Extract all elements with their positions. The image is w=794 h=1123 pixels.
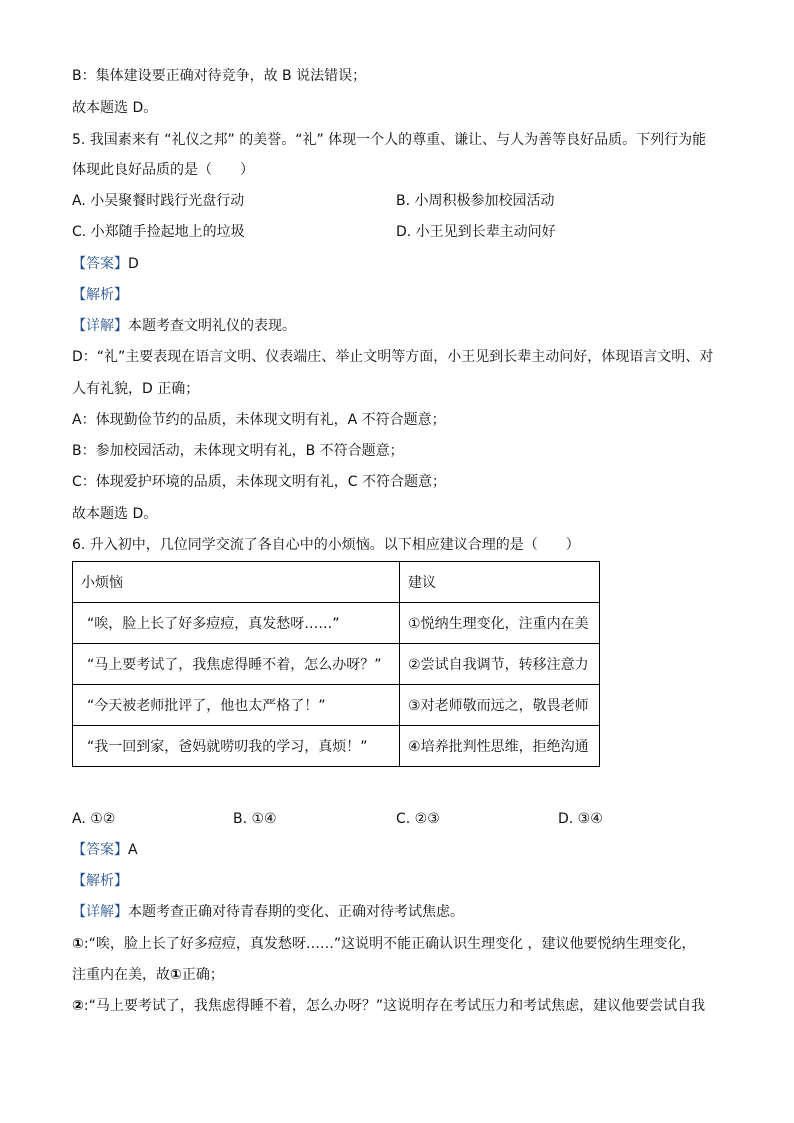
- q5-explain-d-line1: D：“礼”主要表现在语言文明、仪表端庄、举止文明等方面，小王见到长辈主动问好，体现语言文明、对: [72, 349, 714, 365]
- q5-explain-c: C：体现爱护环境的品质，未体现文明有礼，C 不符合题意；: [72, 474, 446, 490]
- q5-option-b: B. 小周积极参加校园活动: [396, 193, 555, 209]
- q5-answer: [72, 254, 139, 274]
- q6-option-d: D. ③④: [558, 811, 603, 827]
- q6-answer-label: 【答案】: [72, 842, 128, 858]
- circled-one-mark: ①: [72, 936, 84, 952]
- q5-stem-line1: 5. 我国素来有 “礼仪之邦” 的美誉。“礼” 体现一个人的尊重、谦让、与人为善等良好品质。下列行为能: [72, 132, 707, 148]
- q5-detail: [72, 316, 296, 336]
- q6-explain-1-pre: 注重内在美，故: [72, 967, 170, 983]
- q5-stem-line2: 体现此良好品质的是（ ）: [72, 162, 254, 178]
- q5-option-d: D. 小王见到长辈主动问好: [396, 224, 556, 240]
- conclusion-prev: 故本题选 D。: [72, 100, 158, 116]
- table-cell-worry: “今天被老师批评了，他也太严格了！”: [73, 685, 400, 726]
- q6-option-c: C. ②③: [396, 811, 440, 827]
- table-cell-worry: “马上要考试了，我焦虑得睡不着，怎么办呀？”: [73, 644, 400, 685]
- table-header-worry: 小烦恼: [73, 562, 400, 603]
- q6-explain-1-text: :“唉，脸上长了好多痘痘，真发愁呀……”这说明不能正确认识生理变化 ，建议他要悦纳生理变化，: [83, 936, 696, 952]
- q5-option-a: A. 小吴聚餐时践行光盘行动: [72, 193, 245, 209]
- table-row: [73, 685, 600, 726]
- table-cell-worry: “我一回到家，爸妈就唠叨我的学习，真烦！”: [73, 726, 400, 767]
- table-cell-advice: ①悦纳生理变化，注重内在美: [400, 603, 600, 644]
- table-header-row: [73, 562, 600, 603]
- q5-explain-a: A：体现勤俭节约的品质，未体现文明有礼，A 不符合题意；: [72, 412, 446, 428]
- q6-explain-1-line2: [72, 965, 224, 985]
- q6-option-b: B. ①④: [233, 811, 277, 827]
- q6-analysis-label: 【解析】: [72, 873, 128, 889]
- q6-explain-1-line1: [72, 934, 696, 954]
- table-cell-worry: “唉，脸上长了好多痘痘，真发愁呀……”: [73, 603, 400, 644]
- q5-explain-d-line2: 人有礼貌，D 正确；: [72, 381, 200, 397]
- table-row: [73, 726, 600, 767]
- q6-answer-value: A: [128, 842, 138, 858]
- q5-option-c: C. 小郑随手捡起地上的垃圾: [72, 224, 245, 240]
- q6-detail-label: 【详解】: [72, 904, 128, 920]
- q6-stem: 6. 升入初中，几位同学交流了各自心中的小烦恼。以下相应建议合理的是（ ）: [72, 537, 580, 553]
- q5-analysis-label: 【解析】: [72, 287, 128, 303]
- table-cell-advice: ③对老师敬而远之，敬畏老师: [400, 685, 600, 726]
- q5-conclusion: 故本题选 D。: [72, 506, 158, 522]
- q6-explain-2-line1: [72, 996, 705, 1016]
- q6-table: [72, 561, 600, 767]
- circled-two-mark: ②: [72, 998, 84, 1014]
- q5-answer-value: D: [128, 256, 139, 272]
- q5-answer-label: 【答案】: [72, 256, 128, 272]
- q5-detail-text: 本题考查文明礼仪的表现。: [128, 318, 296, 334]
- q5-detail-label: 【详解】: [72, 318, 128, 334]
- table-row: [73, 603, 600, 644]
- q6-explain-2-text: :“马上要考试了，我焦虑得睡不着，怎么办呀？”这说明存在考试压力和考试焦虑，建议他要尝试自我: [83, 998, 706, 1014]
- table-cell-advice: ④培养批判性思维，拒绝沟通: [400, 726, 600, 767]
- table-row: [73, 644, 600, 685]
- table-cell-advice: ②尝试自我调节，转移注意力: [400, 644, 600, 685]
- q6-detail: [72, 902, 464, 922]
- q6-option-a: A. ①②: [72, 811, 116, 827]
- q6-explain-1-post: 正确；: [181, 967, 224, 983]
- q5-explain-b: B：参加校园活动，未体现文明有礼，B 不符合题意；: [72, 443, 404, 459]
- q6-answer: [72, 840, 138, 860]
- q6-detail-text: 本题考查正确对待青春期的变化、正确对待考试焦虑。: [128, 904, 464, 920]
- circled-one-mark: ①: [170, 967, 182, 983]
- line-b-explanation: B：集体建设要正确对待竞争，故 B 说法错误；: [72, 68, 367, 84]
- table-header-advice: 建议: [400, 562, 600, 603]
